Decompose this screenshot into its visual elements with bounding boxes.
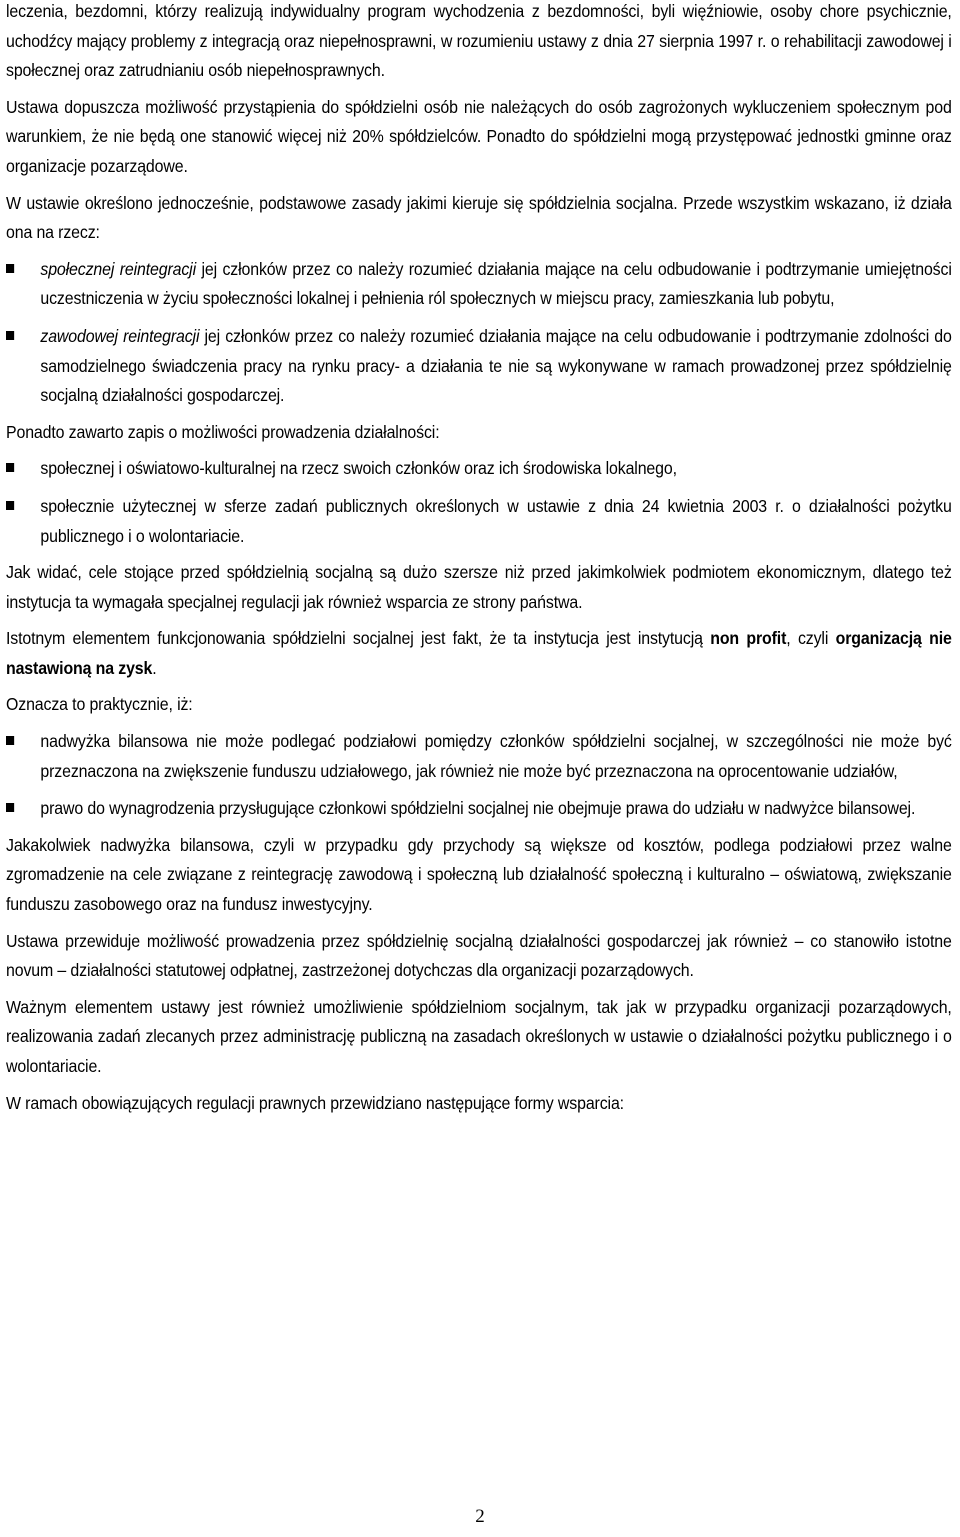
paragraph: Ustawa dopuszcza możliwość przystąpienia do spółdzielni osób nie należących do osób zagrożonych wykluczeniem społecznym pod warunkiem, że nie będą one stanowić więcej niż 20% spółdzielców. Ponadto do spółdzielni mogą przystępować jednostki gminne oraz organizacje pozarządowe.	[6, 96, 952, 176]
paragraph: Ponadto zawarto zapis o możliwości prowadzenia działalności:	[6, 421, 440, 442]
bold-term: non profit	[710, 628, 787, 649]
document-body	[6, 0, 952, 1118]
bullet-list-surplus	[6, 727, 952, 824]
document-page	[6, 0, 952, 1125]
paragraph: W ustawie określono jednocześnie, podstawowe zasady jakimi kieruje się spółdzielnia socjalna. Przede wszystkim wskazano, iż działa ona na rzecz:	[6, 192, 952, 243]
square-bullet-icon	[6, 463, 14, 472]
square-bullet-icon	[6, 331, 14, 340]
page-number: 2	[475, 1506, 485, 1527]
square-bullet-icon	[6, 501, 14, 510]
list-item-text: jej członków przez co należy rozumieć działania mające na celu odbudowanie i podtrzymanie umiejętności uczestniczenia w życiu społeczności lokalnej i pełnienia ról społecznych w miejscu pracy, zamieszkania lub pobytu,	[40, 258, 952, 309]
list-item	[6, 255, 952, 314]
list-item	[6, 492, 952, 551]
paragraph: Jakakolwiek nadwyżka bilansowa, czyli w przypadku gdy przychody są większe od kosztów, podlega podziałowi przez walne zgromadzenie na cele związane z reintegrację zawodową i społeczną lub działalność społeczną i kulturalno – oświatową, zwiększanie funduszu zasobowego oraz na fundusz inwestycyjny.	[6, 834, 952, 915]
paragraph: Oznacza to praktycznie, iż:	[6, 694, 193, 715]
text-fragment: .	[152, 657, 157, 678]
square-bullet-icon	[6, 803, 14, 812]
paragraph: Ważnym elementem ustawy jest również umożliwienie spółdzielniom socjalnym, tak jak w przypadku organizacji pozarządowych, realizowania zadań zlecanych przez administrację publiczną na zasadach określonych w ustawie o działalności pożytku publicznego i o wolontariacie.	[6, 996, 952, 1076]
list-item-text: nadwyżka bilansowa nie może podlegać podziałowi pomiędzy członków spółdzielni socjalnej, w szczególności nie może być przeznaczona na zwiększenie funduszu udziałowego, jak również nie może być przeznaczona na oprocentowanie udziałów,	[40, 731, 952, 781]
list-item-term: społecznej reintegracji	[40, 258, 196, 279]
list-item	[6, 794, 952, 824]
list-item-text: społecznie użytecznej w sferze zadań publicznych określonych w ustawie z dnia 24 kwietnia 2003 r. o działalności pożytku publicznego i o wolontariacie.	[40, 495, 952, 546]
list-item	[6, 322, 952, 411]
bold-term: organizacją nie nastawioną na zysk	[6, 628, 952, 678]
list-item-text: społecznej i oświatowo-kulturalnej na rzecz swoich członków oraz ich środowiska lokalnego,	[40, 458, 677, 479]
list-item	[6, 454, 952, 484]
paragraph: W ramach obowiązujących regulacji prawnych przewidziano następujące formy wsparcia:	[6, 1092, 624, 1113]
square-bullet-icon	[6, 736, 14, 745]
bullet-list-activities	[6, 454, 952, 551]
text-fragment: Istotnym elementem funkcjonowania spółdzielni socjalnej jest fakt, że ta instytucja jest instytucją	[6, 628, 711, 649]
paragraph: Ustawa przewiduje możliwość prowadzenia przez spółdzielnię socjalną działalności gospodarczej jak również – co stanowiło istotne novum – działalności statutowej odpłatnej, zastrzeżonej dotychczas dla organizacji pozarządowych.	[6, 930, 952, 981]
list-item-text: prawo do wynagrodzenia przysługujące członkowi spółdzielni socjalnej nie obejmuje prawa do udziału w nadwyżce bilansowej.	[40, 798, 916, 819]
list-item-text: jej członków przez co należy rozumieć działania mające na celu odbudowanie i podtrzymanie zdolności do samodzielnego świadczenia pracy na rynku pracy- a działania te nie są wykonywane w ramach prowadzonej przez spółdzielnię socjalną działalności gospodarczej.	[40, 325, 952, 406]
list-item	[6, 727, 952, 786]
paragraph-non-profit	[6, 624, 952, 683]
bullet-list-reintegration	[6, 255, 952, 411]
square-bullet-icon	[6, 264, 14, 273]
list-item-term: zawodowej reintegracji	[40, 325, 200, 346]
paragraph: leczenia, bezdomni, którzy realizują indywidualny program wychodzenia z bezdomności, byli więźniowie, osoby chore psychicznie, uchodźcy mający problemy z integracją oraz niepełnosprawni, w rozumieniu ustawy z dnia 27 sierpnia 1997 r. o rehabilitacji zawodowej i społecznej oraz zatrudnianiu osób niepełnosprawnych.	[6, 1, 952, 81]
text-fragment: , czyli	[786, 628, 836, 649]
paragraph: Jak widać, cele stojące przed spółdzielnią socjalną są dużo szersze niż przed jakimkolwiek podmiotem ekonomicznym, dlatego też instytucja ta wymagała specjalnej regulacji jak również wsparcia ze strony państwa.	[6, 562, 952, 612]
